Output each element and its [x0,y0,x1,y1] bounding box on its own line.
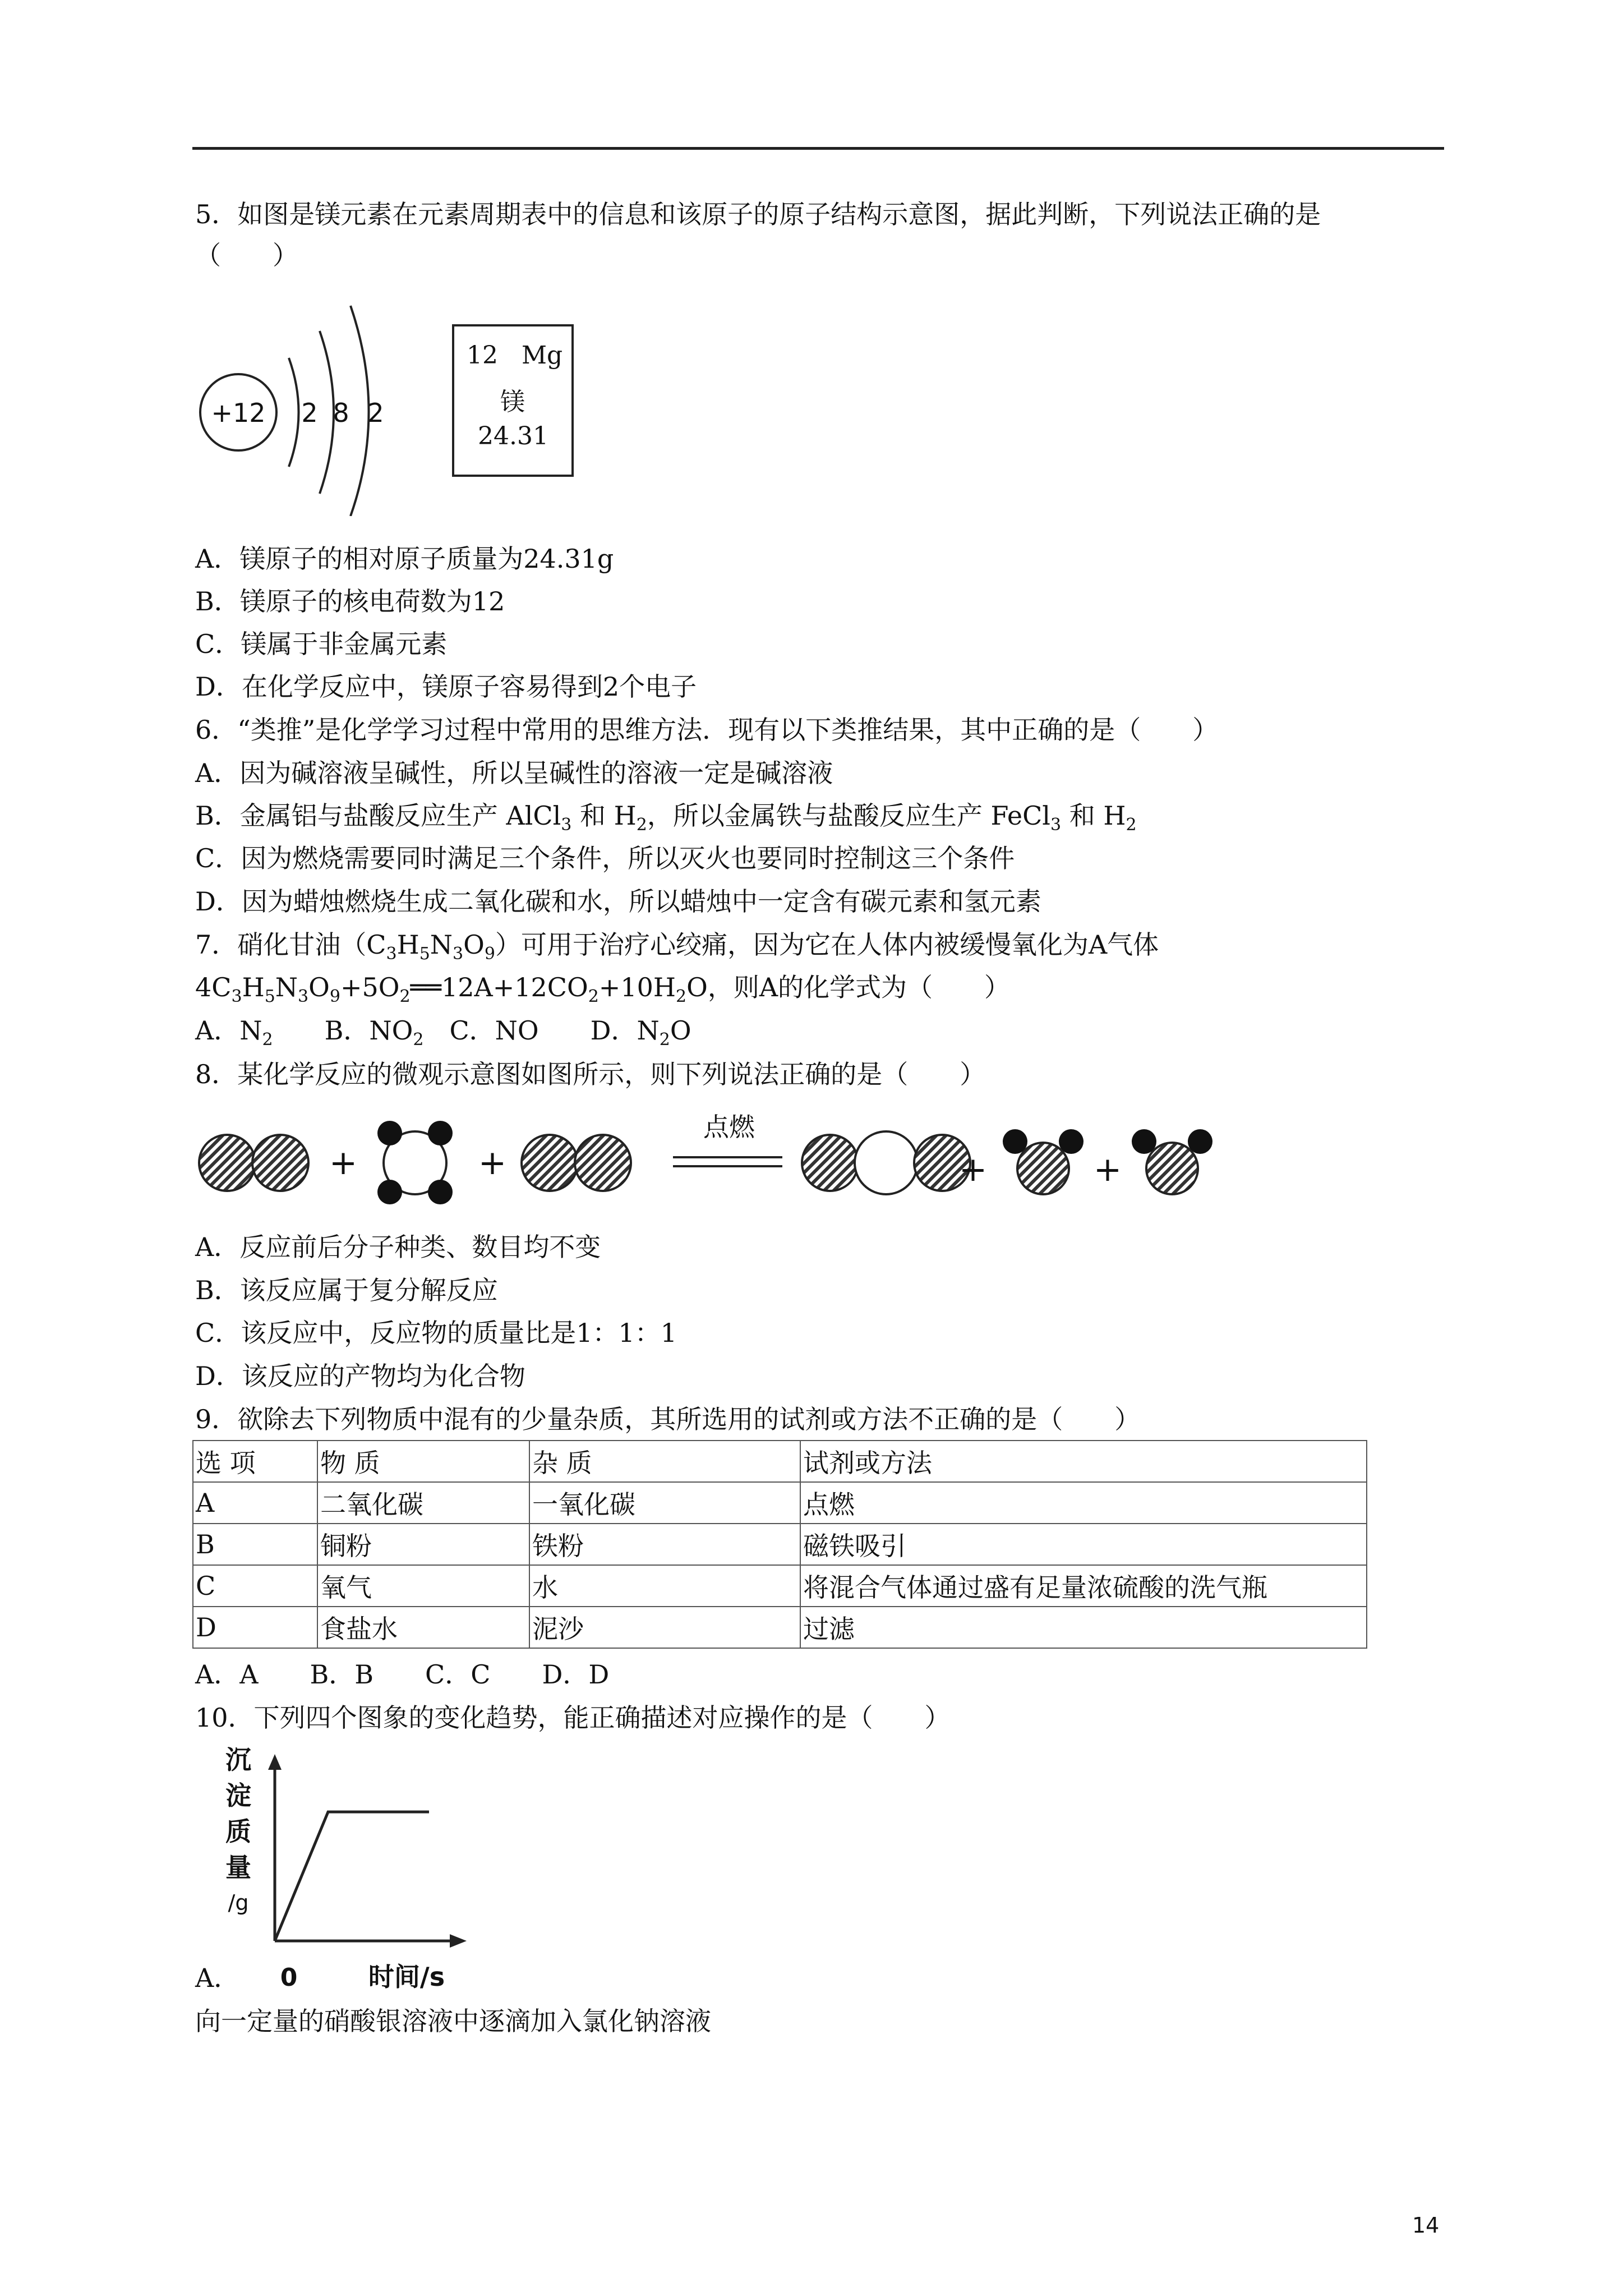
svg-text:+: + [958,1150,988,1189]
x-axis-label: 时间/s [368,1962,445,1992]
table-cell: 水 [529,1565,800,1607]
table-cell: 二氧化碳 [317,1482,529,1524]
q8-stem: 8．某化学反应的微观示意图如图所示，则下列说法正确的是（ ） [195,1059,986,1089]
element-number: 12 [467,341,498,370]
table-cell: 过滤 [800,1607,1367,1648]
q10-stem: 10．下列四个图象的变化趋势，能正确描述对应操作的是（ ） [195,1703,951,1733]
q6-option-a: A．因为碱溶液呈碱性，所以呈碱性的溶液一定是碱溶液 [195,758,833,788]
table-header-cell: 选 项 [193,1441,317,1482]
table-cell: 点燃 [800,1482,1367,1524]
element-symbol: Mg [522,341,563,370]
table-cell: 氧气 [317,1565,529,1607]
table-header-cell: 试剂或方法 [800,1441,1367,1482]
table-cell: 铜粉 [317,1524,529,1565]
atom-nucleus-charge: +12 [211,398,266,428]
q5-stem: 5．如图是镁元素在元素周期表中的信息和该原子的原子结构示意图，据此判断，下列说法正确的是 [195,199,1321,229]
q8-option-d: D．该反应的产物均为化合物 [195,1361,525,1391]
y-axis-label-char: 沉 [225,1745,251,1775]
q5-option-b: B．镁原子的核电荷数为12 [195,586,505,616]
table-cell: 食盐水 [317,1607,529,1648]
y-axis-label-char: 量 [225,1852,251,1883]
q7-options: A．$N_2$ B．$NO_2$ C．NO D．$N_2O$ [195,1015,691,1050]
x-axis-origin: 0 [280,1963,298,1992]
table-cell: 泥沙 [529,1607,800,1648]
q5-blank: （ ） [195,240,298,270]
element-mass: 24.31 [478,422,548,450]
q6-option-b: B．金属铝与盐酸反应生产 AlCl$_3$ 和 $H_2$，所以金属铁与盐酸反应生产 FeCl$_3$ 和 $H_2$ [195,800,1137,835]
table-cell: A [193,1482,317,1524]
table-row [193,1565,1367,1607]
q7-equation: $4C_3H_5N_3O_9+5O_2══12A+12CO_2+10H_2O$，则A的化学式为（ ） [195,972,1011,1006]
q5-option-c: C．镁属于非金属元素 [195,629,448,659]
reaction-micro-diagram [191,1108,1223,1220]
y-axis-unit: /g [228,1890,249,1915]
q8-option-a: A．反应前后分子种类、数目均不变 [195,1232,601,1262]
q6-option-d: D．因为蜡烛燃烧生成二氧化碳和水，所以蜡烛中一定含有碳元素和氢元素 [195,886,1041,917]
table-cell: 铁粉 [529,1524,800,1565]
q9-options: A．A B．B C．C D．D [195,1659,610,1690]
table-cell: D [193,1607,317,1648]
svg-text:+: + [478,1143,507,1182]
q5-option-d: D．在化学反应中，镁原子容易得到2个电子 [195,671,697,702]
table-cell: B [193,1524,317,1565]
header-rule [192,147,1444,150]
y-axis-label-char: 淀 [225,1780,251,1811]
atom-shell-3: 2 [367,398,384,428]
q8-option-c: C．该反应中，反应物的质量比是1：1：1 [195,1318,677,1348]
table-cell: 将混合气体通过盛有足量浓硫酸的洗气瓶 [800,1565,1367,1607]
table-header-row [193,1441,1367,1482]
table-row [193,1524,1367,1565]
page-number: 14 [1412,2213,1440,2238]
atom-shell-1: 2 [301,398,318,428]
atom-shell-2: 8 [333,398,349,428]
table-header-cell: 物 质 [317,1441,529,1482]
table-row [193,1607,1367,1648]
atom-structure-diagram [191,297,426,516]
element-card [452,324,574,477]
q9-table [192,1440,1367,1649]
element-name: 镁 [500,388,525,416]
q9-stem: 9．欲除去下列物质中混有的少量杂质，其所选用的试剂或方法不正确的是（ ） [195,1404,1141,1434]
q6-option-c: C．因为燃烧需要同时满足三个条件，所以灭火也要同时控制这三个条件 [195,843,1015,873]
table-header-cell: 杂 质 [529,1441,800,1482]
q5-option-a: A．镁原子的相对原子质量为24.31g [195,544,614,574]
q6-stem: 6．“类推”是化学学习过程中常用的思维方法．现有以下类推结果，其中正确的是（ ） [195,715,1219,745]
table-cell: 磁铁吸引 [800,1524,1367,1565]
q7-stem: 7．硝化甘油$(C_3H_5N_3O_9)$可用于治疗心绞痛，因为它在人体内被缓慢氧化为A气体 [195,930,1159,964]
y-axis-label-char: 质 [225,1816,251,1847]
reaction-condition: 点燃 [703,1112,755,1142]
table-cell: 一氧化碳 [529,1482,800,1524]
svg-text:+: + [1093,1150,1122,1189]
q10-option-a-label: A． [195,1963,240,1993]
table-row [193,1482,1367,1524]
table-cell: C [193,1565,317,1607]
q10-option-a-desc: 向一定量的硝酸银溶液中逐滴加入氯化钠溶液 [195,2006,711,2036]
svg-text:+: + [329,1143,358,1182]
q8-option-b: B．该反应属于复分解反应 [195,1275,498,1305]
